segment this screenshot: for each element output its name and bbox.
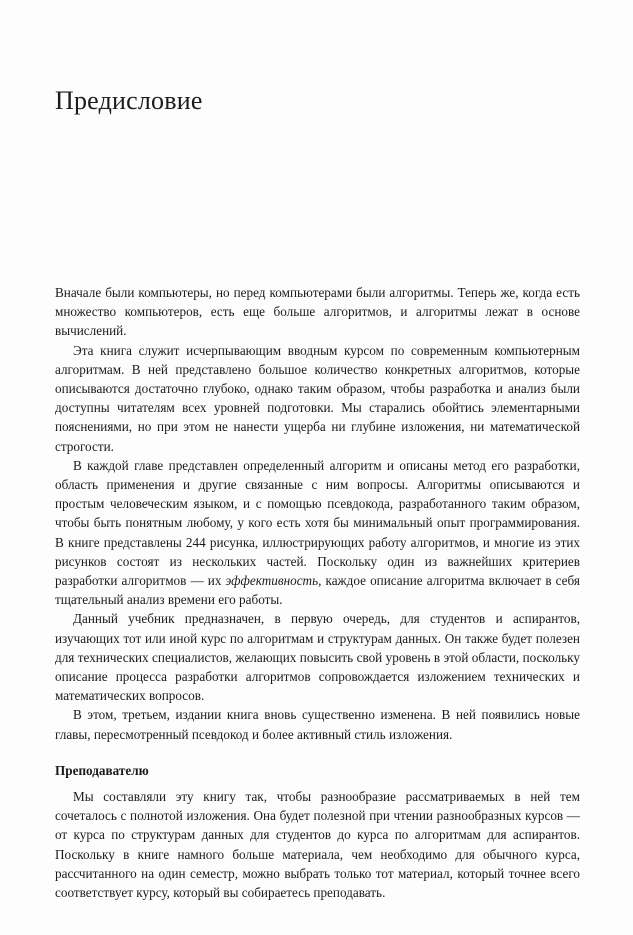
chapter-title: Предисловие — [55, 86, 203, 115]
section-heading-for-teachers: Преподавателю — [55, 762, 149, 778]
paragraph-chapter-structure-text: В каждой главе представлен определенный алгоритм и описаны метод его разработки, область применения и другие связанные с ним вопросы. Алгоритмы описываются и простым человеческим языком, и с помощью псевдокода, разработанного таким образом, чтобы быть понятным любому, у кого есть хотя бы минимальный опыт программирования. В книге представлены 244 рисунка, иллюстрирующих работу алгоритмов, и многие из этих рисунков состоят из нескольких частей. Поскольку один из важнейших критериев разработки алгоритмов — их — [55, 457, 580, 589]
paragraph-chapter-structure-tail: , каждое описание алгоритма включает в себя тщательный анализ времени его работы. — [55, 573, 580, 608]
paragraph-chapter-structure — [55, 456, 580, 610]
paragraph-for-teachers: Мы составляли эту книгу так, чтобы разнообразие рассматриваемых в ней тем сочеталось с полнотой изложения. Она будет полезной при чтении разнообразных курсов — от курса по структурам данных для студентов до курса по алгоритмам для аспирантов. Поскольку в книге намного больше материала, чем необходимо для обычного курса, рассчитанного на один семестр, можно выбрать только тот материал, который точнее всего соответствует курсу, который вы собираетесь преподавать. — [55, 789, 580, 901]
paragraph-third-edition: В этом, третьем, издании книга вновь существенно изменена. В ней появились новые главы, пересмотренный псевдокод и более активный стиль изложения. — [55, 707, 580, 742]
emphasis-efficiency: эффективность — [225, 573, 319, 589]
paragraph-audience: Данный учебник предназначен, в первую очередь, для студентов и аспирантов, изучающих тот или иной курс по алгоритмам и структурам данных. Он также будет полезен для технических специалистов, желающих повысить свой уровень в этой области, поскольку описание процесса разработки алгоритмов сопровождается изложением технических и математических вопросов. — [55, 611, 580, 704]
body-text — [55, 283, 580, 902]
paragraph-intro: Вначале были компьютеры, но перед компьютерами были алгоритмы. Теперь же, когда есть множество компьютеров, есть еще больше алгоритмов, и алгоритмы лежат в основе вычислений. — [55, 285, 580, 339]
paragraph-course-overview: Эта книга служит исчерпывающим вводным курсом по современным компьютерным алгоритмам. В ней представлено большое количество конкретных алгоритмов, которые описываются достаточно глубоко, однако таким образом, чтобы разработка и анализ были доступны читателям всех уровней подготовки. Мы старались обойтись элементарными пояснениями, но при этом не нанести ущерба ни глубине изложения, ни математической строгости. — [55, 342, 580, 454]
